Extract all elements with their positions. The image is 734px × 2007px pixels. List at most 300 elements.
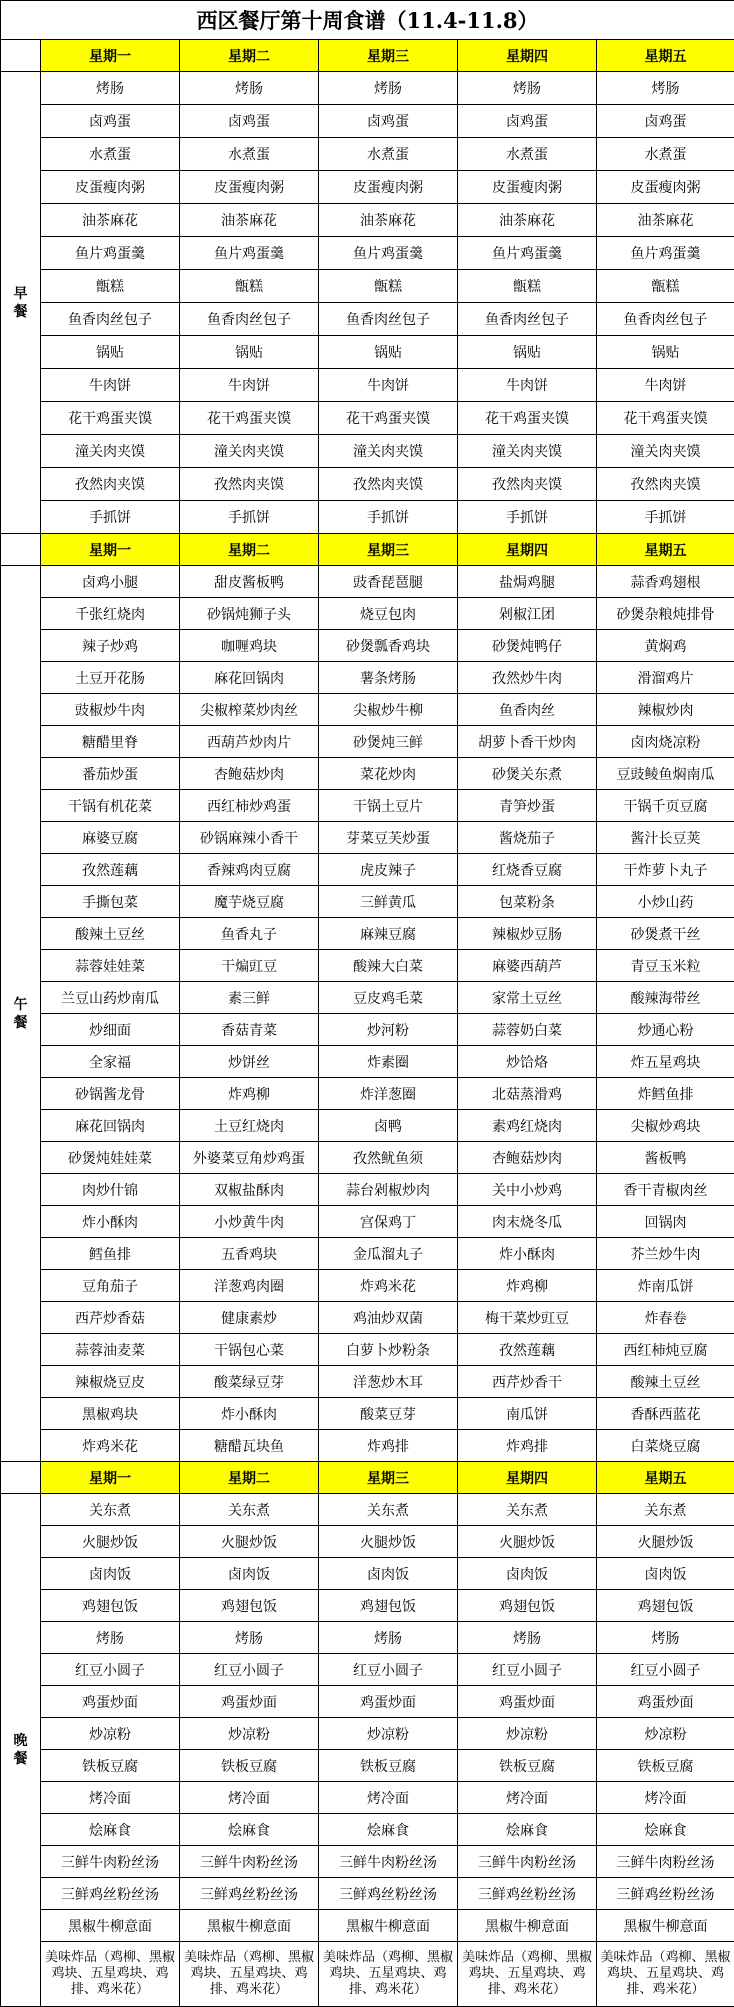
dinner-row (1, 1814, 734, 1846)
breakfast-row (1, 435, 734, 468)
menu-cell: 卤鸭 (319, 1110, 458, 1142)
menu-cell: 牛肉饼 (597, 369, 734, 402)
menu-cell: 鱼香肉丝包子 (597, 303, 734, 336)
menu-cell: 砂锅麻辣小香干 (180, 822, 319, 854)
menu-cell: 尖椒炒牛柳 (319, 694, 458, 726)
menu-cell: 烩麻食 (41, 1814, 180, 1846)
menu-cell: 尖椒榨菜炒肉丝 (180, 694, 319, 726)
menu-cell: 炸小酥肉 (180, 1398, 319, 1430)
lunch-row (1, 822, 734, 854)
menu-cell: 蒜香鸡翅根 (597, 566, 734, 598)
menu-cell: 豆豉鲮鱼焖南瓜 (597, 758, 734, 790)
menu-cell: 花干鸡蛋夹馍 (319, 402, 458, 435)
menu-cell: 鸡翅包饭 (458, 1590, 597, 1622)
menu-cell: 花干鸡蛋夹馍 (180, 402, 319, 435)
menu-cell: 烩麻食 (319, 1814, 458, 1846)
menu-cell: 家常土豆丝 (458, 982, 597, 1014)
menu-cell: 烤肠 (319, 1622, 458, 1654)
breakfast-row (1, 105, 734, 138)
breakfast-row (1, 138, 734, 171)
menu-cell: 砂锅炖狮子头 (180, 598, 319, 630)
menu-cell: 鱼片鸡蛋羹 (458, 237, 597, 270)
menu-cell: 牛肉饼 (319, 369, 458, 402)
menu-cell: 麻辣豆腐 (319, 918, 458, 950)
menu-cell: 西葫芦炒肉片 (180, 726, 319, 758)
menu-cell: 红豆小圆子 (319, 1654, 458, 1686)
menu-cell: 油茶麻花 (319, 204, 458, 237)
menu-cell: 烤肠 (319, 72, 458, 105)
menu-cell: 南瓜饼 (458, 1398, 597, 1430)
breakfast-row (1, 336, 734, 369)
dinner-header-row (1, 1462, 734, 1494)
menu-cell: 甑糕 (597, 270, 734, 303)
menu-cell: 火腿炒饭 (597, 1526, 734, 1558)
menu-cell: 豉椒炒牛肉 (41, 694, 180, 726)
lunch-row (1, 662, 734, 694)
menu-cell: 牛肉饼 (180, 369, 319, 402)
menu-cell: 卤肉饭 (41, 1558, 180, 1590)
menu-cell: 五香鸡块 (180, 1238, 319, 1270)
menu-cell: 卤肉烧凉粉 (597, 726, 734, 758)
menu-cell: 土豆红烧肉 (180, 1110, 319, 1142)
menu-cell: 烤冷面 (41, 1782, 180, 1814)
menu-cell: 炸南瓜饼 (597, 1270, 734, 1302)
menu-cell: 油茶麻花 (597, 204, 734, 237)
dinner-row (1, 1782, 734, 1814)
menu-cell: 杏鲍菇炒肉 (458, 1142, 597, 1174)
menu-cell: 铁板豆腐 (41, 1750, 180, 1782)
menu-cell: 卤肉饭 (458, 1558, 597, 1590)
menu-cell: 卤肉饭 (180, 1558, 319, 1590)
menu-cell: 甑糕 (41, 270, 180, 303)
menu-cell: 潼关肉夹馍 (41, 435, 180, 468)
menu-cell: 黑椒牛柳意面 (597, 1910, 734, 1942)
menu-cell: 美味炸品（鸡柳、黑椒鸡块、五星鸡块、鸡排、鸡米花） (41, 1942, 180, 2007)
menu-cell: 蒜蓉娃娃菜 (41, 950, 180, 982)
menu-cell: 火腿炒饭 (41, 1526, 180, 1558)
menu-cell: 鱼片鸡蛋羹 (41, 237, 180, 270)
menu-cell: 潼关肉夹馍 (180, 435, 319, 468)
menu-cell: 酸辣土豆丝 (597, 1366, 734, 1398)
menu-cell: 豆角茄子 (41, 1270, 180, 1302)
menu-cell: 红豆小圆子 (597, 1654, 734, 1686)
menu-cell: 北菇蒸滑鸡 (458, 1078, 597, 1110)
menu-cell: 干锅千页豆腐 (597, 790, 734, 822)
menu-cell: 烤冷面 (597, 1782, 734, 1814)
menu-cell: 西芹炒香菇 (41, 1302, 180, 1334)
menu-cell: 肉末烧冬瓜 (458, 1206, 597, 1238)
menu-cell: 烩麻食 (458, 1814, 597, 1846)
menu-cell: 三鲜鸡丝粉丝汤 (319, 1878, 458, 1910)
menu-cell: 关东煮 (180, 1494, 319, 1526)
menu-cell: 咖喱鸡块 (180, 630, 319, 662)
menu-cell: 炒河粉 (319, 1014, 458, 1046)
lunch-row (1, 1430, 734, 1462)
menu-cell: 鸡翅包饭 (597, 1590, 734, 1622)
menu-cell: 砂煲关东煮 (458, 758, 597, 790)
breakfast-header-corner (1, 40, 41, 72)
menu-cell: 青笋炒蛋 (458, 790, 597, 822)
menu-cell: 酱板鸭 (597, 1142, 734, 1174)
lunch-row (1, 886, 734, 918)
menu-cell: 花干鸡蛋夹馍 (458, 402, 597, 435)
menu-cell: 三鲜鸡丝粉丝汤 (597, 1878, 734, 1910)
menu-cell: 锅贴 (41, 336, 180, 369)
menu-cell: 鱼片鸡蛋羹 (597, 237, 734, 270)
menu-cell: 美味炸品（鸡柳、黑椒鸡块、五星鸡块、鸡排、鸡米花） (319, 1942, 458, 2007)
menu-cell: 干煸豇豆 (180, 950, 319, 982)
menu-cell: 肉炒什锦 (41, 1174, 180, 1206)
menu-cell: 孜然肉夹馍 (180, 468, 319, 501)
menu-cell: 豆皮鸡毛菜 (319, 982, 458, 1014)
dinner-meal-label (1, 1494, 41, 2007)
menu-cell: 香酥西蓝花 (597, 1398, 734, 1430)
menu-cell: 孜然肉夹馍 (319, 468, 458, 501)
menu-cell: 青豆玉米粒 (597, 950, 734, 982)
lunch-row (1, 1142, 734, 1174)
menu-table-body (1, 1, 734, 2007)
lunch-meal-label (1, 566, 41, 1462)
lunch-row (1, 1110, 734, 1142)
menu-cell: 砂煲杂粮炖排骨 (597, 598, 734, 630)
menu-cell: 黑椒牛柳意面 (458, 1910, 597, 1942)
menu-cell: 烧豆包肉 (319, 598, 458, 630)
menu-cell: 辣子炒鸡 (41, 630, 180, 662)
day-header: 星期一 (41, 1462, 180, 1494)
menu-cell: 香干青椒肉丝 (597, 1174, 734, 1206)
menu-cell: 糖醋里脊 (41, 726, 180, 758)
menu-cell: 包菜粉条 (458, 886, 597, 918)
lunch-meal-label-text: 午餐 (13, 996, 29, 1032)
menu-cell: 麻婆西葫芦 (458, 950, 597, 982)
menu-cell: 砂煲瓢香鸡块 (319, 630, 458, 662)
menu-cell: 烤肠 (597, 72, 734, 105)
menu-cell: 三鲜鸡丝粉丝汤 (41, 1878, 180, 1910)
dinner-row (1, 1686, 734, 1718)
menu-cell: 孜然肉夹馍 (41, 468, 180, 501)
menu-cell: 虎皮辣子 (319, 854, 458, 886)
menu-cell: 砂煲炖三鲜 (319, 726, 458, 758)
menu-cell: 孜然莲藕 (41, 854, 180, 886)
menu-cell: 干锅有机花菜 (41, 790, 180, 822)
menu-cell: 牛肉饼 (41, 369, 180, 402)
menu-cell: 鸡油炒双菌 (319, 1302, 458, 1334)
menu-cell: 手抓饼 (458, 501, 597, 534)
menu-cell: 油茶麻花 (41, 204, 180, 237)
menu-cell: 回锅肉 (597, 1206, 734, 1238)
menu-cell: 甑糕 (180, 270, 319, 303)
menu-cell: 烤冷面 (319, 1782, 458, 1814)
menu-cell: 黄焖鸡 (597, 630, 734, 662)
menu-cell: 美味炸品（鸡柳、黑椒鸡块、五星鸡块、鸡排、鸡米花） (180, 1942, 319, 2007)
menu-cell: 甑糕 (458, 270, 597, 303)
menu-cell: 酱烧茄子 (458, 822, 597, 854)
day-header: 星期二 (180, 1462, 319, 1494)
menu-cell: 全家福 (41, 1046, 180, 1078)
menu-cell: 关中小炒鸡 (458, 1174, 597, 1206)
menu-cell: 鱼香丸子 (180, 918, 319, 950)
day-header: 星期三 (319, 40, 458, 72)
menu-cell: 手撕包菜 (41, 886, 180, 918)
menu-cell: 三鲜牛肉粉丝汤 (458, 1846, 597, 1878)
day-header: 星期二 (180, 40, 319, 72)
menu-cell: 三鲜黄瓜 (319, 886, 458, 918)
menu-cell: 小炒山药 (597, 886, 734, 918)
lunch-row (1, 1366, 734, 1398)
menu-cell: 炸洋葱圈 (319, 1078, 458, 1110)
menu-cell: 三鲜牛肉粉丝汤 (597, 1846, 734, 1878)
menu-cell: 豉香琵琶腿 (319, 566, 458, 598)
menu-cell: 卤肉饭 (319, 1558, 458, 1590)
menu-cell: 鱼香肉丝包子 (41, 303, 180, 336)
menu-cell: 炒通心粉 (597, 1014, 734, 1046)
menu-cell: 香菇青菜 (180, 1014, 319, 1046)
menu-cell: 杏鲍菇炒肉 (180, 758, 319, 790)
menu-cell: 炒凉粉 (41, 1718, 180, 1750)
menu-cell: 手抓饼 (180, 501, 319, 534)
menu-cell: 卤鸡蛋 (41, 105, 180, 138)
menu-cell: 西芹炒香干 (458, 1366, 597, 1398)
dinner-row (1, 1910, 734, 1942)
lunch-row (1, 1014, 734, 1046)
day-header: 星期四 (458, 40, 597, 72)
breakfast-meal-label (1, 72, 41, 534)
menu-cell: 西红柿炖豆腐 (597, 1334, 734, 1366)
menu-cell: 炸鸡米花 (41, 1430, 180, 1462)
menu-cell: 炒细面 (41, 1014, 180, 1046)
menu-cell: 炒饸烙 (458, 1046, 597, 1078)
menu-cell: 芥兰炒牛肉 (597, 1238, 734, 1270)
menu-cell: 土豆开花肠 (41, 662, 180, 694)
dinner-row (1, 1494, 734, 1526)
menu-cell: 菜花炒肉 (319, 758, 458, 790)
menu-cell: 花干鸡蛋夹馍 (41, 402, 180, 435)
dinner-row (1, 1622, 734, 1654)
menu-cell: 潼关肉夹馍 (597, 435, 734, 468)
menu-cell: 孜然肉夹馍 (597, 468, 734, 501)
menu-cell: 砂煲炖娃娃菜 (41, 1142, 180, 1174)
menu-cell: 关东煮 (597, 1494, 734, 1526)
menu-cell: 鱼香肉丝包子 (458, 303, 597, 336)
day-header: 星期五 (597, 534, 734, 566)
menu-cell: 洋葱鸡肉圈 (180, 1270, 319, 1302)
menu-cell: 白萝卜炒粉条 (319, 1334, 458, 1366)
menu-cell: 尖椒炒鸡块 (597, 1110, 734, 1142)
menu-cell: 炸五星鸡块 (597, 1046, 734, 1078)
menu-cell: 干锅土豆片 (319, 790, 458, 822)
menu-cell: 芽菜豆芙炒蛋 (319, 822, 458, 854)
menu-cell: 烤肠 (458, 1622, 597, 1654)
menu-cell: 孜然鱿鱼须 (319, 1142, 458, 1174)
breakfast-row (1, 237, 734, 270)
menu-cell: 红烧香豆腐 (458, 854, 597, 886)
menu-cell: 卤鸡蛋 (458, 105, 597, 138)
breakfast-row (1, 171, 734, 204)
menu-cell: 鸡蛋炒面 (180, 1686, 319, 1718)
menu-cell: 炸鳕鱼排 (597, 1078, 734, 1110)
title-row (1, 1, 734, 40)
breakfast-row (1, 468, 734, 501)
menu-cell: 魔芋烧豆腐 (180, 886, 319, 918)
menu-cell: 炒凉粉 (597, 1718, 734, 1750)
menu-cell: 黑椒鸡块 (41, 1398, 180, 1430)
menu-cell: 炸小酥肉 (41, 1206, 180, 1238)
menu-cell: 三鲜牛肉粉丝汤 (41, 1846, 180, 1878)
menu-cell: 素鸡红烧肉 (458, 1110, 597, 1142)
menu-cell: 炸春卷 (597, 1302, 734, 1334)
menu-cell: 关东煮 (41, 1494, 180, 1526)
menu-cell: 酱汁长豆荚 (597, 822, 734, 854)
menu-cell: 孜然炒牛肉 (458, 662, 597, 694)
menu-cell: 皮蛋瘦肉粥 (319, 171, 458, 204)
menu-cell: 锅贴 (319, 336, 458, 369)
menu-cell: 鱼香肉丝包子 (319, 303, 458, 336)
dinner-row (1, 1558, 734, 1590)
menu-cell: 麻花回锅肉 (180, 662, 319, 694)
breakfast-meal-label-text: 早餐 (13, 285, 29, 321)
menu-cell: 炸鸡柳 (458, 1270, 597, 1302)
menu-cell: 鱼香肉丝包子 (180, 303, 319, 336)
menu-cell: 蒜蓉油麦菜 (41, 1334, 180, 1366)
menu-cell: 辣椒烧豆皮 (41, 1366, 180, 1398)
lunch-row (1, 854, 734, 886)
menu-cell: 鸡蛋炒面 (41, 1686, 180, 1718)
menu-cell: 火腿炒饭 (180, 1526, 319, 1558)
menu-cell: 油茶麻花 (180, 204, 319, 237)
menu-cell: 潼关肉夹馍 (319, 435, 458, 468)
menu-cell: 皮蛋瘦肉粥 (41, 171, 180, 204)
menu-cell: 火腿炒饭 (319, 1526, 458, 1558)
menu-cell: 麻婆豆腐 (41, 822, 180, 854)
menu-cell: 烩麻食 (597, 1814, 734, 1846)
menu-cell: 水煮蛋 (597, 138, 734, 171)
menu-cell: 香辣鸡肉豆腐 (180, 854, 319, 886)
lunch-row (1, 1174, 734, 1206)
lunch-header-corner (1, 534, 41, 566)
menu-cell: 锅贴 (597, 336, 734, 369)
day-header: 星期一 (41, 534, 180, 566)
menu-cell: 三鲜牛肉粉丝汤 (180, 1846, 319, 1878)
menu-cell: 双椒盐酥肉 (180, 1174, 319, 1206)
lunch-row (1, 630, 734, 662)
lunch-row (1, 1302, 734, 1334)
menu-cell: 炒饼丝 (180, 1046, 319, 1078)
lunch-row (1, 758, 734, 790)
day-header: 星期一 (41, 40, 180, 72)
menu-cell: 剁椒江团 (458, 598, 597, 630)
menu-cell: 烤肠 (180, 1622, 319, 1654)
breakfast-row (1, 402, 734, 435)
menu-cell: 甜皮酱板鸭 (180, 566, 319, 598)
lunch-row (1, 566, 734, 598)
menu-cell: 砂煲炖鸭仔 (458, 630, 597, 662)
menu-cell: 鸡蛋炒面 (319, 1686, 458, 1718)
menu-cell: 麻花回锅肉 (41, 1110, 180, 1142)
menu-cell: 炒凉粉 (458, 1718, 597, 1750)
menu-cell: 皮蛋瘦肉粥 (180, 171, 319, 204)
dinner-meal-label-text: 晚餐 (13, 1732, 29, 1768)
menu-cell: 烤肠 (458, 72, 597, 105)
menu-cell: 黑椒牛柳意面 (319, 1910, 458, 1942)
day-header: 星期四 (458, 534, 597, 566)
menu-cell: 皮蛋瘦肉粥 (597, 171, 734, 204)
menu-cell: 鱼片鸡蛋羹 (319, 237, 458, 270)
menu-cell: 手抓饼 (597, 501, 734, 534)
menu-cell: 鸡翅包饭 (180, 1590, 319, 1622)
menu-cell: 蒜台剁椒炒肉 (319, 1174, 458, 1206)
menu-cell: 鸡翅包饭 (41, 1590, 180, 1622)
breakfast-header-row (1, 40, 734, 72)
menu-cell: 黑椒牛柳意面 (41, 1910, 180, 1942)
menu-cell: 手抓饼 (41, 501, 180, 534)
menu-cell: 西红柿炒鸡蛋 (180, 790, 319, 822)
menu-cell: 宫保鸡丁 (319, 1206, 458, 1238)
menu-cell: 酸辣海带丝 (597, 982, 734, 1014)
dinner-header-corner (1, 1462, 41, 1494)
menu-cell: 锅贴 (458, 336, 597, 369)
lunch-row (1, 1398, 734, 1430)
breakfast-row (1, 72, 734, 105)
lunch-row (1, 1238, 734, 1270)
lunch-row (1, 918, 734, 950)
menu-cell: 盐焗鸡腿 (458, 566, 597, 598)
menu-cell: 炒凉粉 (319, 1718, 458, 1750)
menu-cell: 铁板豆腐 (458, 1750, 597, 1782)
dinner-row (1, 1750, 734, 1782)
lunch-row (1, 726, 734, 758)
menu-cell: 水煮蛋 (319, 138, 458, 171)
menu-cell: 烤冷面 (458, 1782, 597, 1814)
dinner-row (1, 1846, 734, 1878)
breakfast-row (1, 270, 734, 303)
menu-cell: 孜然肉夹馍 (458, 468, 597, 501)
menu-cell: 胡萝卜香干炒肉 (458, 726, 597, 758)
menu-cell: 糖醋瓦块鱼 (180, 1430, 319, 1462)
menu-cell: 炸鸡柳 (180, 1078, 319, 1110)
menu-cell: 花干鸡蛋夹馍 (597, 402, 734, 435)
menu-cell: 美味炸品（鸡柳、黑椒鸡块、五星鸡块、鸡排、鸡米花） (458, 1942, 597, 2007)
dinner-row (1, 1526, 734, 1558)
menu-cell: 卤鸡小腿 (41, 566, 180, 598)
menu-cell: 卤鸡蛋 (180, 105, 319, 138)
lunch-row (1, 1078, 734, 1110)
menu-cell: 干锅包心菜 (180, 1334, 319, 1366)
menu-cell: 水煮蛋 (458, 138, 597, 171)
menu-cell: 滑溜鸡片 (597, 662, 734, 694)
menu-cell: 皮蛋瘦肉粥 (458, 171, 597, 204)
menu-cell: 炒凉粉 (180, 1718, 319, 1750)
breakfast-row (1, 369, 734, 402)
menu-cell: 素三鲜 (180, 982, 319, 1014)
menu-cell: 锅贴 (180, 336, 319, 369)
menu-cell: 辣椒炒肉 (597, 694, 734, 726)
day-header: 星期三 (319, 1462, 458, 1494)
menu-cell: 水煮蛋 (180, 138, 319, 171)
menu-cell: 鸡蛋炒面 (458, 1686, 597, 1718)
menu-cell: 手抓饼 (319, 501, 458, 534)
menu-cell: 酸辣大白菜 (319, 950, 458, 982)
menu-cell: 烤肠 (41, 1622, 180, 1654)
menu-cell: 红豆小圆子 (458, 1654, 597, 1686)
menu-cell: 蒜蓉奶白菜 (458, 1014, 597, 1046)
lunch-row (1, 598, 734, 630)
menu-cell: 砂煲煮干丝 (597, 918, 734, 950)
menu-cell: 三鲜鸡丝粉丝汤 (180, 1878, 319, 1910)
menu-cell: 番茄炒蛋 (41, 758, 180, 790)
menu-cell: 炸素圈 (319, 1046, 458, 1078)
menu-cell: 辣椒炒豆肠 (458, 918, 597, 950)
lunch-row (1, 1334, 734, 1366)
